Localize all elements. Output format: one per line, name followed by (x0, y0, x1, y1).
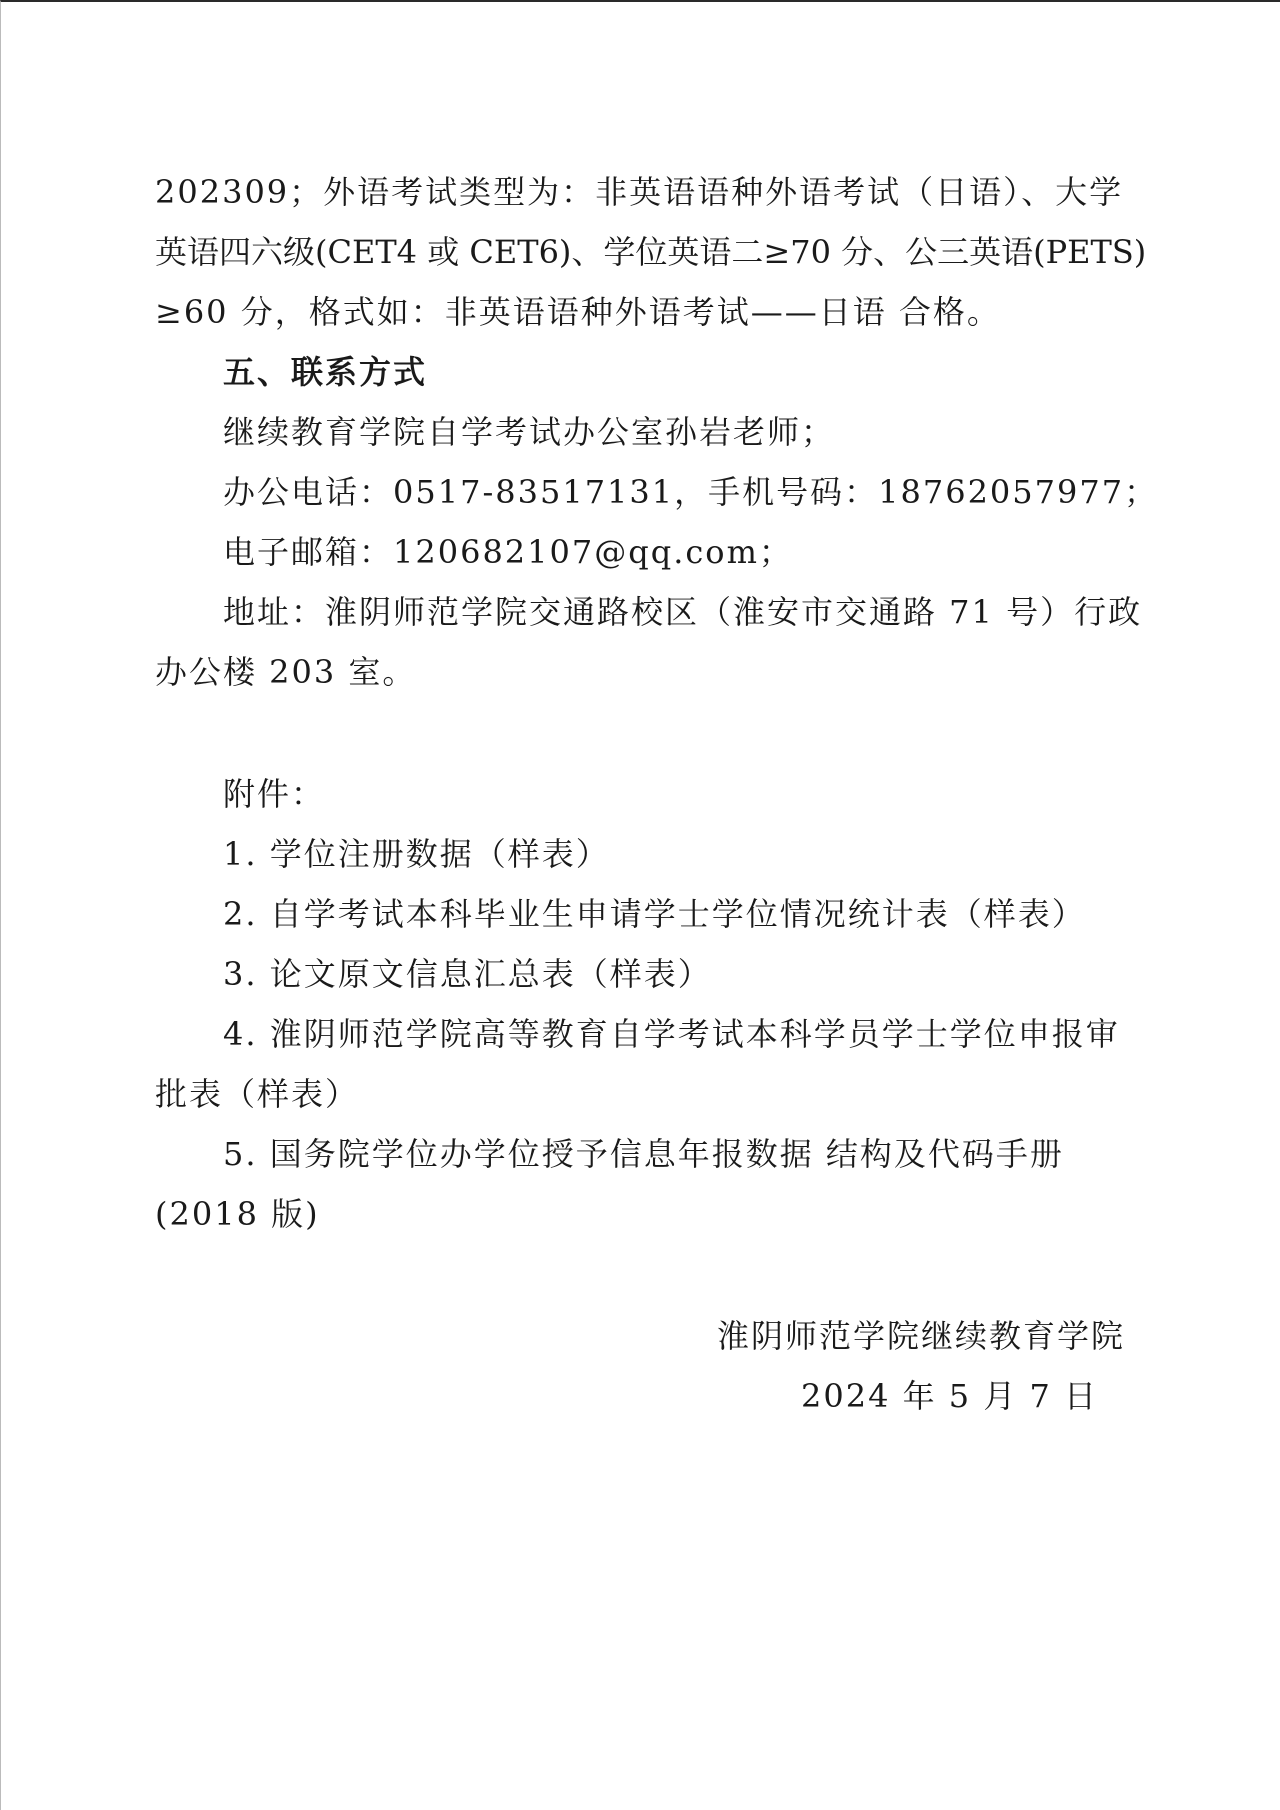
signature-org: 淮阴师范学院继续教育学院 (717, 1317, 1126, 1355)
attachment-item-3: 3. 论文原文信息汇总表（样表） (223, 955, 712, 993)
contact-address-line-1: 地址：淮阴师范学院交通路校区（淮安市交通路 71 号）行政 (223, 593, 1143, 631)
attachment-item-4-line-1: 4. 淮阴师范学院高等教育自学考试本科学员学士学位申报审 (223, 1015, 1120, 1053)
attachment-item-4-line-2: 批表（样表） (155, 1075, 360, 1113)
contact-email: 电子邮箱：120682107@qq.com； (223, 533, 793, 571)
exam-type-line-2: 英语四六级(CET4 或 CET6)、学位英语二≥70 分、公三英语(PETS) (155, 233, 1147, 271)
exam-type-line-1: 202309；外语考试类型为：非英语语种外语考试（日语）、大学 (155, 173, 1124, 211)
attachment-item-2: 2. 自学考试本科毕业生申请学士学位情况统计表（样表） (223, 895, 1086, 933)
attachment-item-5-line-1: 5. 国务院学位办学位授予信息年报数据 结构及代码手册 (223, 1135, 1064, 1173)
signature-date: 2024 年 5 月 7 日 (801, 1377, 1099, 1415)
exam-type-line-3: ≥60 分，格式如：非英语语种外语考试——日语 合格。 (155, 293, 1001, 331)
contact-person: 继续教育学院自学考试办公室孙岩老师； (223, 413, 836, 451)
contact-phone: 办公电话：0517-83517131，手机号码：18762057977； (223, 473, 1159, 511)
section-5-heading: 五、联系方式 (223, 353, 428, 391)
attachment-item-5-line-2: (2018 版) (155, 1195, 320, 1233)
contact-address-line-2: 办公楼 203 室。 (155, 653, 417, 691)
attachment-item-1: 1. 学位注册数据（样表） (223, 835, 610, 873)
attachments-label: 附件： (223, 775, 326, 813)
